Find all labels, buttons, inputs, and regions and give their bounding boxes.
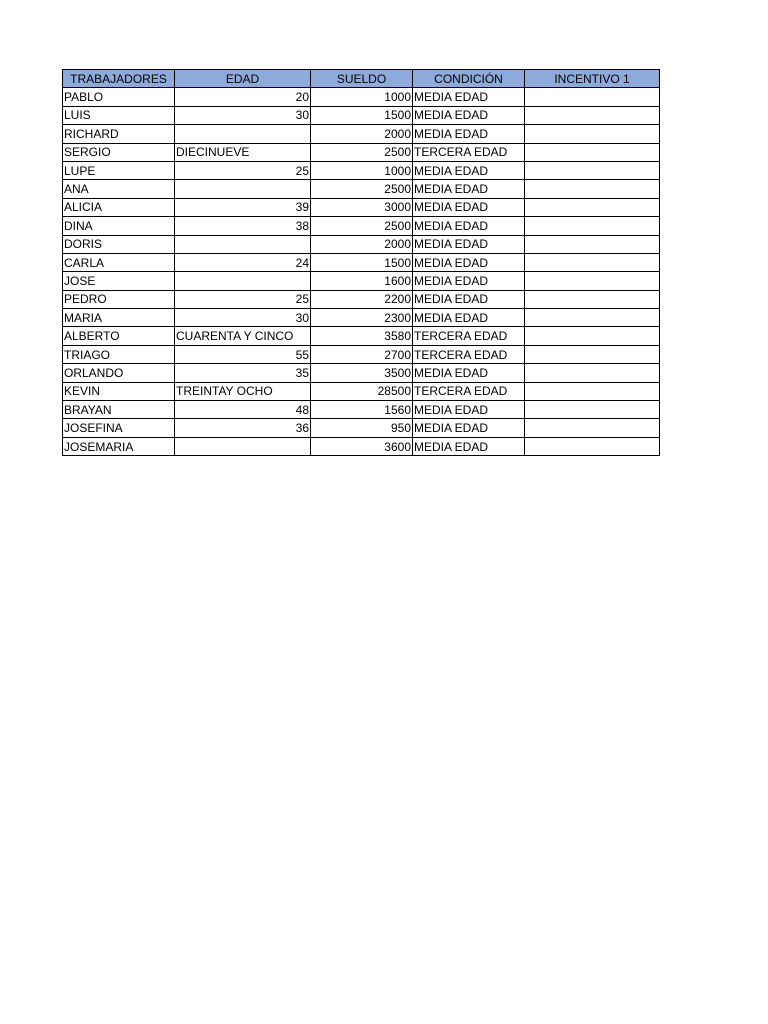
- cell-incentivo[interactable]: [525, 198, 660, 216]
- cell-incentivo[interactable]: [525, 327, 660, 345]
- cell-condicion[interactable]: MEDIA EDAD: [413, 309, 525, 327]
- cell-edad[interactable]: DIECINUEVE: [175, 143, 311, 161]
- cell-sueldo[interactable]: 28500: [311, 382, 413, 400]
- cell-incentivo[interactable]: [525, 382, 660, 400]
- cell-trabajador[interactable]: RICHARD: [63, 125, 175, 143]
- table-row: [63, 290, 660, 308]
- cell-sueldo[interactable]: 1500: [311, 106, 413, 124]
- cell-condicion[interactable]: MEDIA EDAD: [413, 235, 525, 253]
- cell-trabajador[interactable]: BRAYAN: [63, 401, 175, 419]
- cell-condicion[interactable]: MEDIA EDAD: [413, 198, 525, 216]
- cell-trabajador[interactable]: MARIA: [63, 309, 175, 327]
- cell-sueldo[interactable]: 3600: [311, 437, 413, 455]
- cell-trabajador[interactable]: ALBERTO: [63, 327, 175, 345]
- cell-sueldo[interactable]: 2500: [311, 217, 413, 235]
- cell-trabajador[interactable]: JOSE: [63, 272, 175, 290]
- cell-sueldo[interactable]: 2700: [311, 345, 413, 363]
- cell-sueldo[interactable]: 2000: [311, 235, 413, 253]
- cell-condicion[interactable]: TERCERA EDAD: [413, 382, 525, 400]
- cell-edad[interactable]: 25: [175, 161, 311, 179]
- cell-trabajador[interactable]: CARLA: [63, 253, 175, 271]
- cell-trabajador[interactable]: ALICIA: [63, 198, 175, 216]
- table-row: [63, 382, 660, 400]
- cell-incentivo[interactable]: [525, 161, 660, 179]
- cell-condicion[interactable]: MEDIA EDAD: [413, 106, 525, 124]
- cell-condicion[interactable]: MEDIA EDAD: [413, 217, 525, 235]
- table-row: [63, 345, 660, 363]
- cell-condicion[interactable]: MEDIA EDAD: [413, 290, 525, 308]
- table-row: [63, 125, 660, 143]
- cell-sueldo[interactable]: 2000: [311, 125, 413, 143]
- cell-edad[interactable]: 30: [175, 106, 311, 124]
- table-row: [63, 309, 660, 327]
- cell-edad[interactable]: 25: [175, 290, 311, 308]
- header-condicion[interactable]: CONDICIÓN: [413, 70, 525, 88]
- table-row: [63, 143, 660, 161]
- table-row: [63, 401, 660, 419]
- cell-incentivo[interactable]: [525, 253, 660, 271]
- cell-trabajador[interactable]: PABLO: [63, 88, 175, 106]
- cell-sueldo[interactable]: 2500: [311, 143, 413, 161]
- header-incentivo[interactable]: INCENTIVO 1: [525, 70, 660, 88]
- cell-condicion[interactable]: MEDIA EDAD: [413, 125, 525, 143]
- cell-trabajador[interactable]: JOSEMARIA: [63, 437, 175, 455]
- cell-edad[interactable]: 48: [175, 401, 311, 419]
- cell-trabajador[interactable]: JOSEFINA: [63, 419, 175, 437]
- cell-condicion[interactable]: MEDIA EDAD: [413, 180, 525, 198]
- table-row: [63, 161, 660, 179]
- cell-sueldo[interactable]: 3500: [311, 364, 413, 382]
- table-row: [63, 88, 660, 106]
- cell-sueldo[interactable]: 2300: [311, 309, 413, 327]
- cell-sueldo[interactable]: 2500: [311, 180, 413, 198]
- cell-sueldo[interactable]: 3000: [311, 198, 413, 216]
- cell-edad[interactable]: 24: [175, 253, 311, 271]
- cell-edad[interactable]: [175, 180, 311, 198]
- cell-condicion[interactable]: MEDIA EDAD: [413, 253, 525, 271]
- cell-edad[interactable]: 39: [175, 198, 311, 216]
- table-row: [63, 198, 660, 216]
- cell-trabajador[interactable]: SERGIO: [63, 143, 175, 161]
- cell-edad[interactable]: 55: [175, 345, 311, 363]
- cell-incentivo[interactable]: [525, 401, 660, 419]
- cell-incentivo[interactable]: [525, 217, 660, 235]
- cell-trabajador[interactable]: LUIS: [63, 106, 175, 124]
- cell-trabajador[interactable]: TRIAGO: [63, 345, 175, 363]
- cell-condicion[interactable]: MEDIA EDAD: [413, 419, 525, 437]
- cell-incentivo[interactable]: [525, 180, 660, 198]
- cell-incentivo[interactable]: [525, 437, 660, 455]
- table-row: [63, 106, 660, 124]
- cell-incentivo[interactable]: [525, 235, 660, 253]
- cell-sueldo[interactable]: 1600: [311, 272, 413, 290]
- cell-sueldo[interactable]: 3580: [311, 327, 413, 345]
- cell-sueldo[interactable]: 1000: [311, 161, 413, 179]
- table-row: [63, 253, 660, 271]
- cell-incentivo[interactable]: [525, 309, 660, 327]
- cell-edad[interactable]: 36: [175, 419, 311, 437]
- cell-condicion[interactable]: MEDIA EDAD: [413, 272, 525, 290]
- cell-edad[interactable]: [175, 235, 311, 253]
- table-row: [63, 272, 660, 290]
- cell-edad[interactable]: TREINTAY OCHO: [175, 382, 311, 400]
- cell-condicion[interactable]: MEDIA EDAD: [413, 161, 525, 179]
- cell-incentivo[interactable]: [525, 88, 660, 106]
- cell-incentivo[interactable]: [525, 419, 660, 437]
- cell-edad[interactable]: [175, 272, 311, 290]
- cell-condicion[interactable]: TERCERA EDAD: [413, 327, 525, 345]
- header-sueldo[interactable]: SUELDO: [311, 70, 413, 88]
- cell-edad[interactable]: [175, 437, 311, 455]
- cell-trabajador[interactable]: KEVIN: [63, 382, 175, 400]
- cell-trabajador[interactable]: DINA: [63, 217, 175, 235]
- table-row: [63, 437, 660, 455]
- cell-trabajador[interactable]: ANA: [63, 180, 175, 198]
- cell-trabajador[interactable]: DORIS: [63, 235, 175, 253]
- cell-incentivo[interactable]: [525, 272, 660, 290]
- cell-incentivo[interactable]: [525, 106, 660, 124]
- cell-edad[interactable]: [175, 125, 311, 143]
- table-row: [63, 235, 660, 253]
- cell-condicion[interactable]: MEDIA EDAD: [413, 364, 525, 382]
- cell-incentivo[interactable]: [525, 143, 660, 161]
- header-row: [63, 70, 660, 88]
- header-trabajadores[interactable]: TRABAJADORES: [63, 70, 175, 88]
- table-row: [63, 180, 660, 198]
- table-row: [63, 364, 660, 382]
- header-edad[interactable]: EDAD: [175, 70, 311, 88]
- cell-sueldo[interactable]: 1560: [311, 401, 413, 419]
- cell-incentivo[interactable]: [525, 364, 660, 382]
- cell-sueldo[interactable]: 1500: [311, 253, 413, 271]
- cell-condicion[interactable]: TERCERA EDAD: [413, 143, 525, 161]
- cell-incentivo[interactable]: [525, 125, 660, 143]
- cell-edad[interactable]: 30: [175, 309, 311, 327]
- cell-incentivo[interactable]: [525, 290, 660, 308]
- cell-incentivo[interactable]: [525, 345, 660, 363]
- cell-edad[interactable]: 20: [175, 88, 311, 106]
- cell-sueldo[interactable]: 1000: [311, 88, 413, 106]
- table-body: [63, 88, 660, 456]
- table-row: [63, 419, 660, 437]
- cell-condicion[interactable]: TERCERA EDAD: [413, 345, 525, 363]
- cell-edad[interactable]: CUARENTA Y CINCO: [175, 327, 311, 345]
- workers-table: [62, 69, 660, 456]
- cell-condicion[interactable]: MEDIA EDAD: [413, 401, 525, 419]
- cell-trabajador[interactable]: ORLANDO: [63, 364, 175, 382]
- cell-sueldo[interactable]: 2200: [311, 290, 413, 308]
- table-row: [63, 327, 660, 345]
- cell-trabajador[interactable]: LUPE: [63, 161, 175, 179]
- cell-condicion[interactable]: MEDIA EDAD: [413, 88, 525, 106]
- cell-condicion[interactable]: MEDIA EDAD: [413, 437, 525, 455]
- cell-edad[interactable]: 35: [175, 364, 311, 382]
- cell-trabajador[interactable]: PEDRO: [63, 290, 175, 308]
- table-row: [63, 217, 660, 235]
- cell-sueldo[interactable]: 950: [311, 419, 413, 437]
- cell-edad[interactable]: 38: [175, 217, 311, 235]
